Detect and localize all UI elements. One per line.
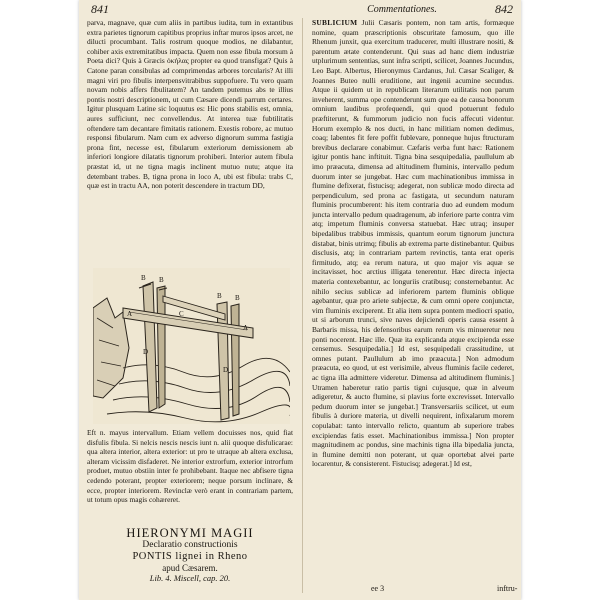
svg-text:A: A: [127, 310, 133, 318]
bridge-woodcut-illustration: [93, 268, 290, 424]
left-paragraph-bottom: Eft n. mayus intervallum. Etiam vellem docuisses nos, quid fiat disfulis fibula. Si nelcis nescis nescis iunt n. alii quoque disfulicarae: qua altera interior, altera exterior: ut pro te utraque ab altera exclusa, alteram vicissim disfaderet. Ne interior extrorfum, exterior introrfum produet, mutuo obstiin inter fe prohibebant. Itaque nec abfisere tigna cedendo poterant, propter exteriorem; neque porsum inclinare, & ecce, propter interiorem. Revinclæ verò erant in contrariam partem, ut totum opus magis cohæreret.: [87, 428, 293, 505]
heading-line-2: Declaratio constructionis: [142, 540, 238, 550]
svg-text:D: D: [143, 348, 149, 356]
running-head: Commentationes.: [367, 4, 437, 15]
heading-source: Lib. 4. Miscell, cap. 20.: [149, 573, 231, 583]
heading-author: HIERONYMI MAGII: [126, 526, 254, 540]
left-column-text-bottom: [87, 428, 293, 523]
signature-mark: ee 3: [371, 584, 385, 593]
svg-text:B: B: [141, 274, 146, 282]
heading-line-3: PONTIS lignei in Rheno: [132, 551, 248, 562]
right-folio-number: 842: [495, 2, 513, 16]
svg-text:B: B: [217, 292, 222, 300]
right-paragraph-body: Julii Cæsaris pontem, non tam artis, formæque nomine, quam præscriptionis obscuritate famosum, quo ille Rhenum junxit, qua exercitum traducerer, multi illustrare nositi, & parentum ætate contenderunt. Qui suas ad hanc diem industriæ utplurimum sententias, sunt infra scripti, scilicet, Joannes Jucundus, Leo Bapt. Albertus, Hieronymus Cardanus, Jul. Cæsar Scaliger, & Joannes Buteo nulli eruditione, aut ingenii acumine secundus. Atque ii quidem ut in republicam literarum utilitatis non parum inveherent, summa ope contenderunt sum que ea de causa bonorum omnium laudibus profequendi, qui quod potuerunt fedulo præftiterunt, & fummorum judicio non fucis affecuti videntur. Horum exemplo & nos ducti, in hanc militiam nomen dedimus, coaq; labentes fit fere poffit fublevare, ponneque hujus ftructuram brevibus declarare conabimur. Cæfaris verba funt hæc: Rationem igitur pontis hanc inftituit. Tigna bina sesquipedalia, paullulum ab imo præacuta, dimensa ad altitudinem fluminis, intervallo pedum duorum inter se jungebat. Hæc cum machinationibus immissa in flumine defixerat, fistucisq; adegerat, non sublicæ modo directa ad perpendiculum, sed prona ac fastigata, ut secundum naturam fluminis procumberent: his item contraria duo ad eundem modum juncta intervallo pedum quadragenum, ab inferiore parte contra vim atq; impetum fluminis conversa statuebat. Hæc utraq; insuper bipedalibus trabibus immissis, quantum eorum tignorum junctura distabat, binis utrimq; fibulis ab extrema parte distinebantur. Quibus disclusis, atq; in contrariam partem revinctis, tanta erat operis firmitudo, atq; ea rerum natura, ut quo major vis aquæ se incitavisset, hoc arctius illigata tenerentur. Hæc directa injecta materia contexebantur, ac longuriis cratibusq; consternebantur. Ac nihilo secius sublicæ ad inferiorem partem fluminis oblique agebantur, quæ pro ariete subjectæ, & cum omni opere conjunctæ, vim fluminis exciperent. Et alia item supra pontem mediocri spatio, ut si arborum trunci, sive naves dejiciendi operis causa essent à Barbaris missa, his defensoribus earum rerum vis minueretur neu ponti nocerent. Hæc ille. Quæ ita explicanda atque excipienda esse censemus. Sesquipedalia.] Id est, sesquipedali crassitudine, ut omnes putant. Paullulum ab imo præacuta.] Non admodum præacuta, eo quod, ut est verisimile, alveus fluminis facile cederet, ac tigna illa admittere videretur. Dimensa ad altitudinem fluminis.] Utramen haberetur ratio partis tigni cujusque, quæ in alveum adigeretur, & aucto flumine, si plavius forte excrevisset. Intervallo pedum duorum inter se jungebat.] Transversariis scilicet, ut eum fibulis à duriore materia, ut divelli nequirent, infixalarum morem copulabat: tanto intervallo relicto, quantum ab superiore trabes excipiendas fatis esset. Machinationibus immissa.] Non propter magnitudinem ac pondus, sine machinis tigna illa bipedalia juncta, in flumine demitti non poterant, ut quæ oportebat alvei parte locarentur, & consisterent. Fistucisq; adegerat.] Id est,: [312, 18, 514, 469]
right-pile-back: [231, 304, 239, 416]
column-gutter: [302, 18, 303, 593]
svg-text:D: D: [223, 366, 229, 374]
svg-text:A: A: [243, 324, 249, 332]
svg-text:B: B: [235, 294, 240, 302]
right-paragraph: [312, 18, 514, 469]
book-spread: [79, 0, 521, 600]
svg-text:B: B: [159, 276, 164, 284]
catchword: inftru-: [497, 584, 518, 593]
section-heading: [87, 526, 293, 583]
heading-line-4: apud Cæsarem.: [162, 563, 218, 573]
left-column-text-top: [87, 18, 293, 263]
left-pile-back: [157, 286, 165, 408]
left-folio-number: 841: [91, 2, 109, 16]
svg-text:C: C: [179, 310, 184, 318]
dropcap-word: SUBLICIUM: [312, 18, 358, 27]
right-column-text: [312, 18, 514, 596]
left-paragraph-top: parva, magnave, quæ cum aliis in partibus iudita, tum in extantibus extra parietes tignorum capitibus proprius inftar muros ipsos arcet, ne dilucti procumbant. Talis rostrum quoque modios, ne dilabantur, cohiber axis extremitatibus impacta. Quem non esse fibula morsum à Poeta dici? Quis à Græcis ὀκήλας propter ea quod transfigat? Quis à Catone paran consibulas ad comprimendas arbores torcularis? At illi magni viri pro fibulis interpensvitrabibus suppofuere. Tu vero quam novam nobis affers fibulitatem? An tandem putemus abs te illius pontis nostri descriptionem, ut cum Cæsare dicendi parrum certares. Igitur plusquam Latine sic loquutus es: Hic pons stabilis est, omnia, aures sufficiunt, nec convellendus. At interea tuæ fubtilitatis oftendere tam decantare fimitatis rationem. Exestis robore, ac mutuo responsi fibularum. Nam cum ex adverso dignorum summa fastigia prona fint, necesse est, fibularum exteriorum demissionem ab inferiori longiore dilatatis tignorum prohiberi. Interior autem fibula præstat id, ut ne tigna magis inclinent mutuo nutu; atque ita detembant trabes. B, tigna prona in loco A, ubi est fibula: trabs C, quæ est in tractu AA, non poterit descendere in tractum DD,: [87, 18, 293, 191]
